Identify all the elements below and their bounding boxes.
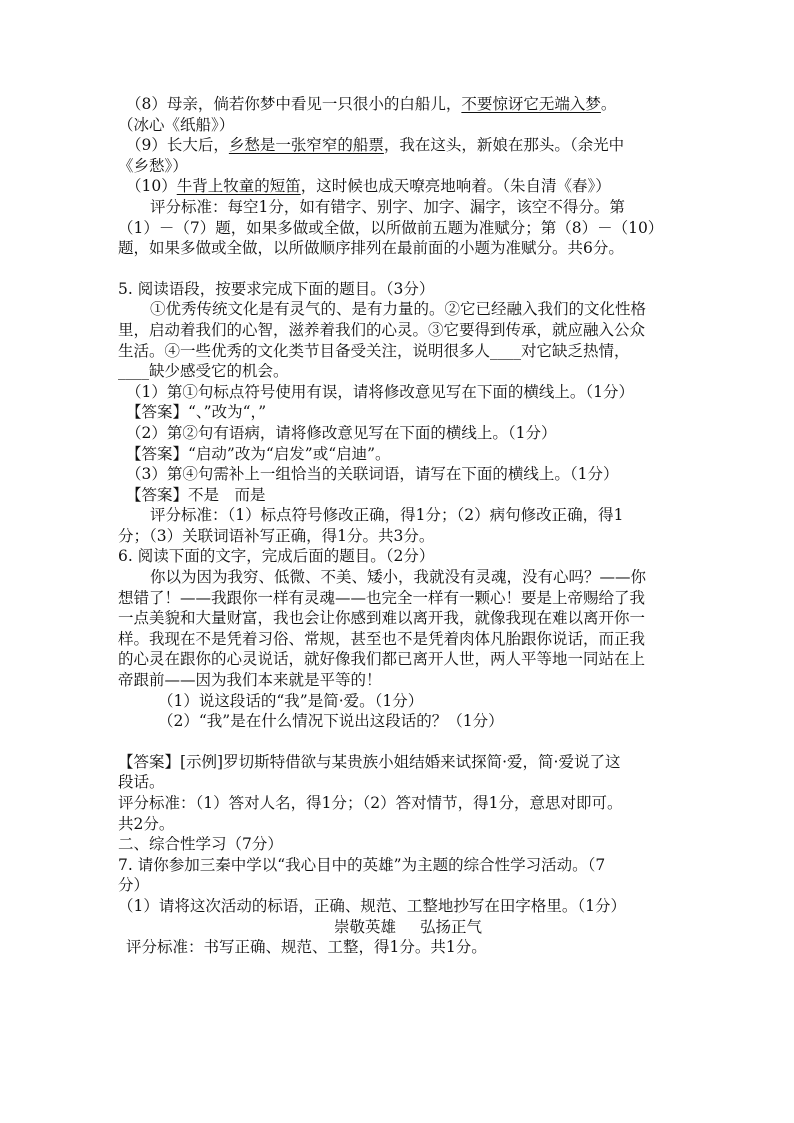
q6-title: 6. 阅读下面的文字，完成后面的题目。（2分）	[118, 547, 435, 566]
q5-answer-1: 【答案】“、”改为“，”	[126, 403, 267, 422]
q6-subquestion-1: （1）说这段话的“我”是简·爱。（1分）	[158, 691, 424, 710]
answer-underlined: 乡愁是一张窄窄的船票	[228, 136, 384, 155]
q4-item-10: （10）牛背上牧童的短笛，这时候也成天嘹亮地响着。（朱自清《春》）	[126, 177, 611, 196]
q6-answer-line: 段话。	[118, 773, 165, 792]
q4-item-8-source: （冰心《纸船》）	[118, 115, 235, 134]
q6-scoring-line: 共2分。	[118, 814, 175, 833]
q4-item-8: （8）母亲，倘若你梦中看见一只很小的白船儿，不要惊讶它无端入梦。	[126, 95, 617, 113]
answer-underlined: 不要惊讶它无端入梦	[461, 95, 601, 113]
q6-passage-line: 的心灵在跟你的心灵说话，就好像我们都已离开人世，两人平等地一同站在上	[118, 650, 646, 669]
q4-item-9: （9）长大后，乡愁是一张窄窄的船票，我在这头，新娘在那头。（余光中	[126, 136, 625, 155]
spacer	[118, 259, 678, 279]
q5-scoring-line: 分；（3）关联词语补写正确，得1分。共3分。	[118, 526, 435, 545]
q6-passage-line: 帝跟前——因为我们本来就是平等的！	[118, 671, 382, 690]
q5-subquestion-2: （2）第②句有语病，请将修改意见写在下面的横线上。（1分）	[126, 423, 557, 442]
q5-answer-2: 【答案】“启动”改为“启发”或“启迪”。	[126, 444, 391, 463]
q4-scoring-line: 评分标准：每空1分，如有错字、别字、加字、漏字，该空不得分。第	[150, 197, 625, 216]
q7-subquestion-1: （1）请将这次活动的标语，正确、规范、工整地抄写在田字格里。（1分）	[118, 896, 626, 915]
q5-answer-3: 【答案】不是 而是	[126, 485, 266, 504]
q7-slogan: 崇敬英雄 弘扬正气	[333, 917, 483, 936]
q7-title-line: 7. 请你参加三秦中学以“我心目中的英雄”为主题的综合性学习活动。（7	[118, 855, 606, 874]
document-page	[118, 94, 678, 958]
q7-title-line: 分）	[118, 876, 150, 895]
q6-passage-line: 你以为因为我穷、低微、不美、矮小，我就没有灵魂，没有心吗？——你	[150, 568, 647, 587]
q4-item-9-source: 《乡愁》）	[118, 156, 188, 175]
q6-subquestion-2: （2）“我”是在什么情况下说出这段话的？（1分）	[158, 712, 504, 731]
q4-scoring-line: （1）－（7）题，如果多做或全做，以所做前五题为准赋分；第（8）－（10）	[118, 218, 664, 237]
q6-answer-line: 【答案】[示例]罗切斯特借欲与某贵族小姐结婚来试探简·爱，简·爱说了这	[118, 752, 621, 771]
q4-scoring-line: 题，如果多做或全做，以所做顺序排列在最前面的小题为准赋分。共6分。	[118, 239, 624, 258]
q5-subquestion-1: （1）第①句标点符号使用有误，请将修改意见写在下面的横线上。（1分）	[126, 382, 634, 401]
q5-passage-line: 生活。④一些优秀的文化类节目备受关注，说明很多人____对它缺乏热情，	[118, 341, 630, 360]
q7-scoring-line: 评分标准：书写正确、规范、工整，得1分。共1分。	[126, 938, 487, 957]
q5-passage-line: ①优秀传统文化是有灵气的、是有力量的。②它已经融入我们的文化性格	[150, 300, 647, 319]
section-2-title: 二、综合性学习（7分）	[118, 835, 283, 854]
q5-subquestion-3: （3）第④句需补上一组恰当的关联词语，请写在下面的横线上。（1分）	[126, 465, 619, 484]
q6-scoring-line: 评分标准：（1）答对人名，得1分；（2）答对情节，得1分，意思对即可。	[118, 794, 623, 812]
q6-passage-line: 一点美貌和大量财富，我也会让你感到难以离开我，就像我现在难以离开你一	[118, 609, 646, 628]
q6-passage-line: 想错了！——我跟你一样有灵魂——也完全一样有一颗心！要是上帝赐给了我	[118, 588, 646, 607]
q5-scoring-line: 评分标准：（1）标点符号修改正确，得1分；（2）病句修改正确，得1	[150, 506, 624, 525]
q6-passage-line: 样。我现在不是凭着习俗、常规，甚至也不是凭着肉体凡胎跟你说话，而正我	[118, 629, 646, 648]
q5-passage-line: 里，启动着我们的心智，滋养着我们的心灵。③它要得到传承，就应融入公众	[118, 320, 646, 339]
answer-underlined: 牛背上牧童的短笛	[176, 177, 301, 196]
q5-passage-line: ____缺少感受它的机会。	[118, 362, 289, 381]
spacer	[118, 732, 678, 752]
q5-title: 5. 阅读语段，按要求完成下面的题目。（3分）	[118, 279, 435, 298]
